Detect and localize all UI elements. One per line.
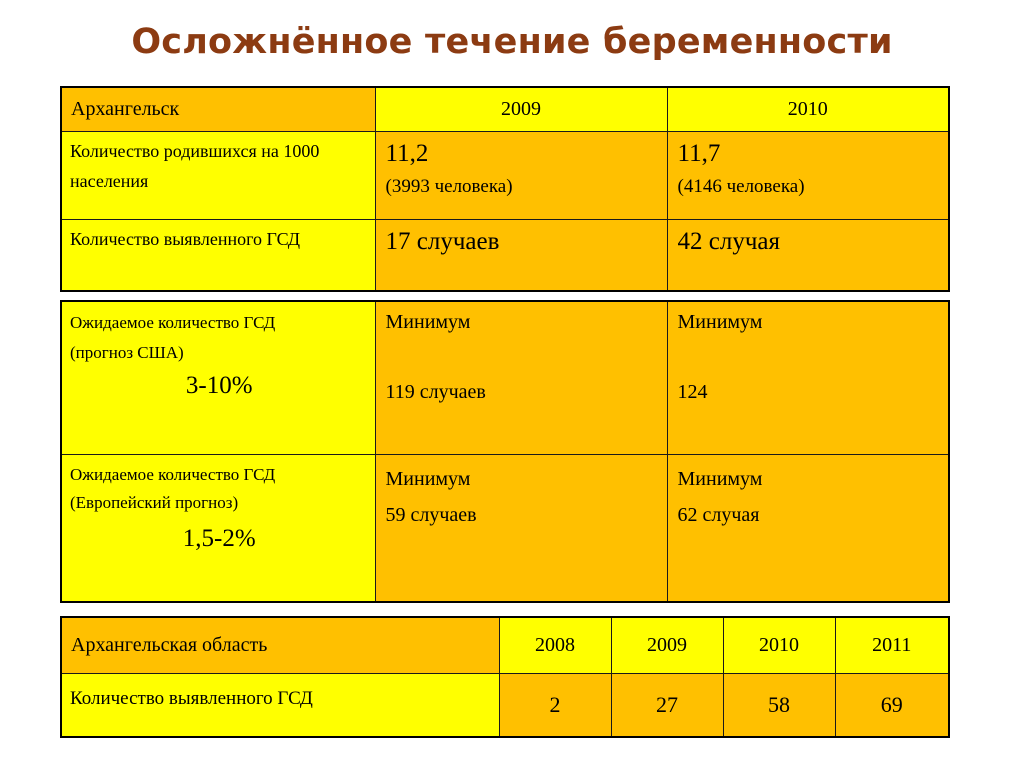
- usa-forecast-label: Ожидаемое количество ГСД: [70, 313, 276, 332]
- eu-forecast-percent: 1,5-2%: [182, 524, 256, 552]
- births-2010-count: (4146 человека): [677, 175, 805, 197]
- header-year-2010: 2010: [723, 617, 835, 673]
- header-city: Архангельск: [61, 87, 375, 131]
- city-births-table: [60, 86, 950, 292]
- eu-forecast-label: Ожидаемое количество ГСД: [70, 464, 276, 484]
- page-title: Осложнённое течение беременности: [131, 22, 893, 62]
- eu-forecast-cell: [61, 454, 375, 602]
- births-2009-cell: [375, 131, 667, 219]
- eu-2010-cell: [667, 454, 949, 602]
- usa-2009-min-label: Минимум: [385, 311, 471, 333]
- gdm-2009-value: 17 случаев: [375, 219, 667, 291]
- usa-forecast-sublabel: (прогноз США): [70, 343, 184, 362]
- region-gdm-2011: 69: [835, 673, 949, 737]
- header-year-2011: 2011: [835, 617, 949, 673]
- usa-2009-value: 119 случаев: [385, 381, 486, 403]
- eu-forecast-sublabel: (Европейский прогноз): [70, 492, 239, 512]
- header-region: Архангельская область: [61, 617, 499, 673]
- region-gdm-2008: 2: [499, 673, 611, 737]
- gdm-2010-value: 42 случая: [667, 219, 949, 291]
- region-gdm-table: [60, 616, 950, 738]
- usa-2010-min-label: Минимум: [677, 311, 763, 333]
- usa-2010-cell: [667, 301, 949, 454]
- births-2010-cell: [667, 131, 949, 219]
- births-label: Количество родившихся на 1000 населения: [61, 131, 375, 219]
- gdm-detected-label: Количество выявленного ГСД: [61, 219, 375, 291]
- usa-forecast-cell: [61, 301, 375, 454]
- usa-forecast-percent: 3-10%: [185, 372, 253, 399]
- eu-2010-min-label: Минимум: [677, 467, 763, 490]
- usa-2010-value: 124: [677, 381, 708, 403]
- region-gdm-2010: 58: [723, 673, 835, 737]
- eu-2009-cell: [375, 454, 667, 602]
- header-year-2008: 2008: [499, 617, 611, 673]
- eu-2009-min-label: Минимум: [385, 467, 471, 490]
- region-gdm-label: Количество выявленного ГСД: [61, 673, 499, 737]
- births-2009-value: 11,2: [385, 139, 429, 167]
- births-2009-count: (3993 человека): [385, 175, 513, 197]
- header-year-2009: 2009: [611, 617, 723, 673]
- region-gdm-2009: 27: [611, 673, 723, 737]
- eu-2010-value: 62 случая: [677, 503, 760, 526]
- eu-2009-value: 59 случаев: [385, 503, 477, 526]
- usa-2009-cell: [375, 301, 667, 454]
- header-year-2010: 2010: [667, 87, 949, 131]
- expected-gdm-table: [60, 300, 950, 603]
- header-year-2009: 2009: [375, 87, 667, 131]
- births-2010-value: 11,7: [677, 139, 721, 167]
